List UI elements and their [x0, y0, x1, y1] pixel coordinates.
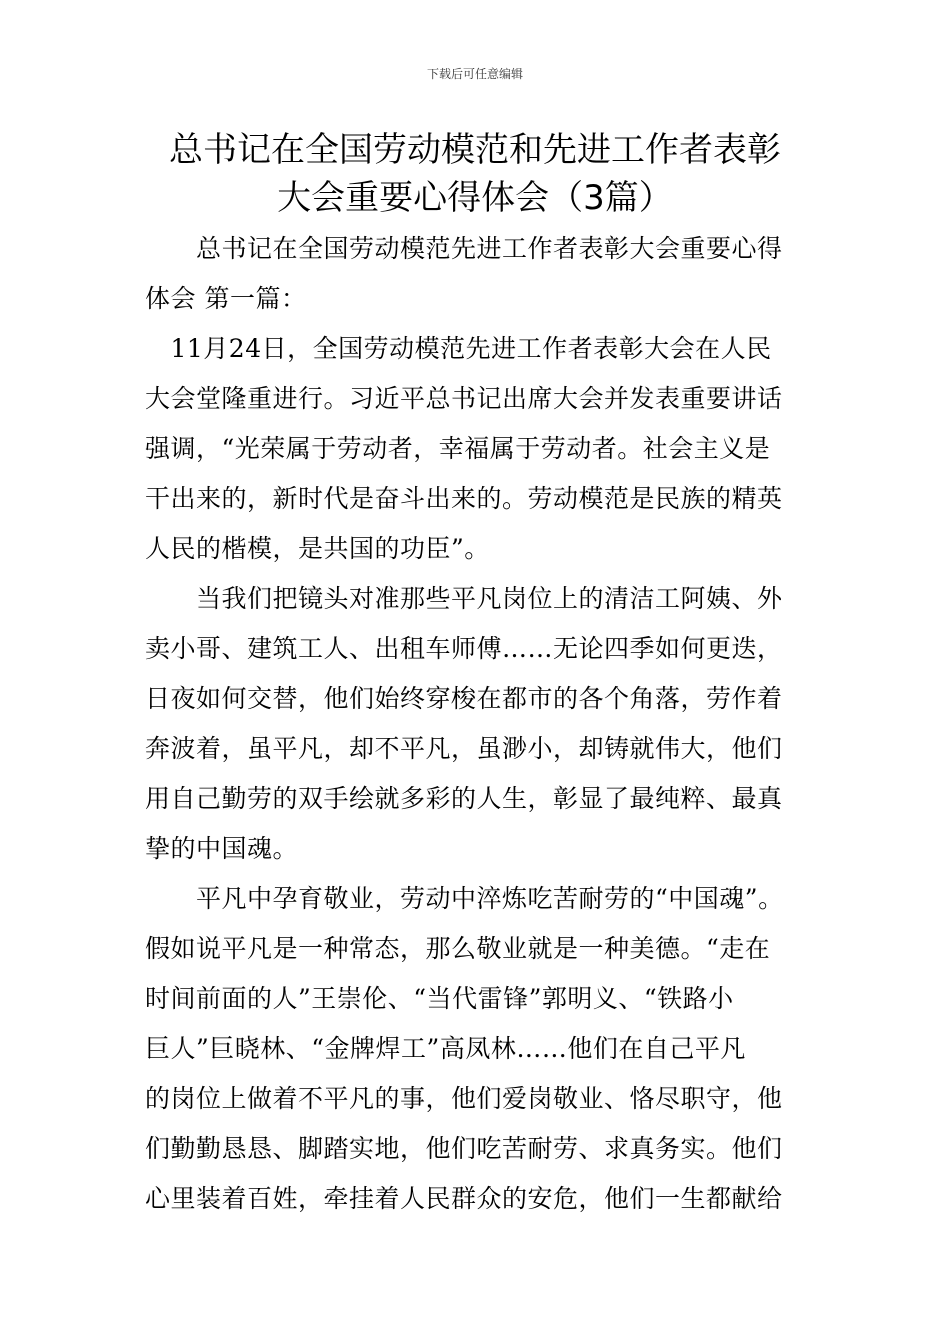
- body-line: 时间前面的人”王崇伦、“当代雷锋”郭明义、“铁路小: [145, 984, 734, 1013]
- body-line: 干出来的，新时代是奋斗出来的。劳动模范是民族的精英: [145, 484, 783, 513]
- title-line: 大会重要心得体会（3篇）: [277, 178, 673, 218]
- title-line: 总书记在全国劳动模范和先进工作者表彰: [169, 130, 781, 170]
- body-line: 奔波着，虽平凡，却不平凡，虽渺小，却铸就伟大，他们: [145, 734, 783, 763]
- body-line: 总书记在全国劳动模范先进工作者表彰大会重要心得: [145, 234, 783, 263]
- body-line: 的岗位上做着不平凡的事，他们爱岗敬业、恪尽职守，他: [145, 1084, 783, 1113]
- body-line: 当我们把镜头对准那些平凡岗位上的清洁工阿姨、外: [145, 584, 783, 613]
- body-line: 假如说平凡是一种常态，那么敬业就是一种美德。“走在: [145, 934, 771, 963]
- document-body: [145, 224, 810, 1224]
- body-line: 巨人”巨晓林、“金牌焊工”高凤林……他们在自己平凡: [145, 1034, 746, 1063]
- body-line: 们勤勤恳恳、脚踏实地，他们吃苦耐劳、求真务实。他们: [145, 1134, 783, 1163]
- body-line: 心里装着百姓，牵挂着人民群众的安危，他们一生都献给: [145, 1184, 783, 1213]
- body-line: 挚的中国魂。: [145, 834, 299, 863]
- body-line: 大会堂隆重进行。习近平总书记出席大会并发表重要讲话: [145, 384, 783, 413]
- body-line: 用自己勤劳的双手绘就多彩的人生，彰显了最纯粹、最真: [145, 784, 783, 813]
- document-title: [120, 126, 830, 222]
- body-line: 体会 第一篇：: [145, 284, 307, 313]
- header-note: 下载后可任意编辑: [426, 67, 523, 81]
- body-line: 人民的楷模，是共国的功臣”。: [145, 534, 490, 563]
- body-line: 强调，“光荣属于劳动者，幸福属于劳动者。社会主义是: [145, 434, 771, 463]
- body-line: 11月24日，全国劳动模范先进工作者表彰大会在人民: [145, 334, 772, 363]
- body-line: 平凡中孕育敬业，劳动中淬炼吃苦耐劳的“中国魂”。: [145, 884, 784, 913]
- body-line: 卖小哥、建筑工人、出租车师傅……无论四季如何更迭，: [145, 634, 783, 663]
- body-line: 日夜如何交替，他们始终穿梭在都市的各个角落，劳作着: [145, 684, 783, 713]
